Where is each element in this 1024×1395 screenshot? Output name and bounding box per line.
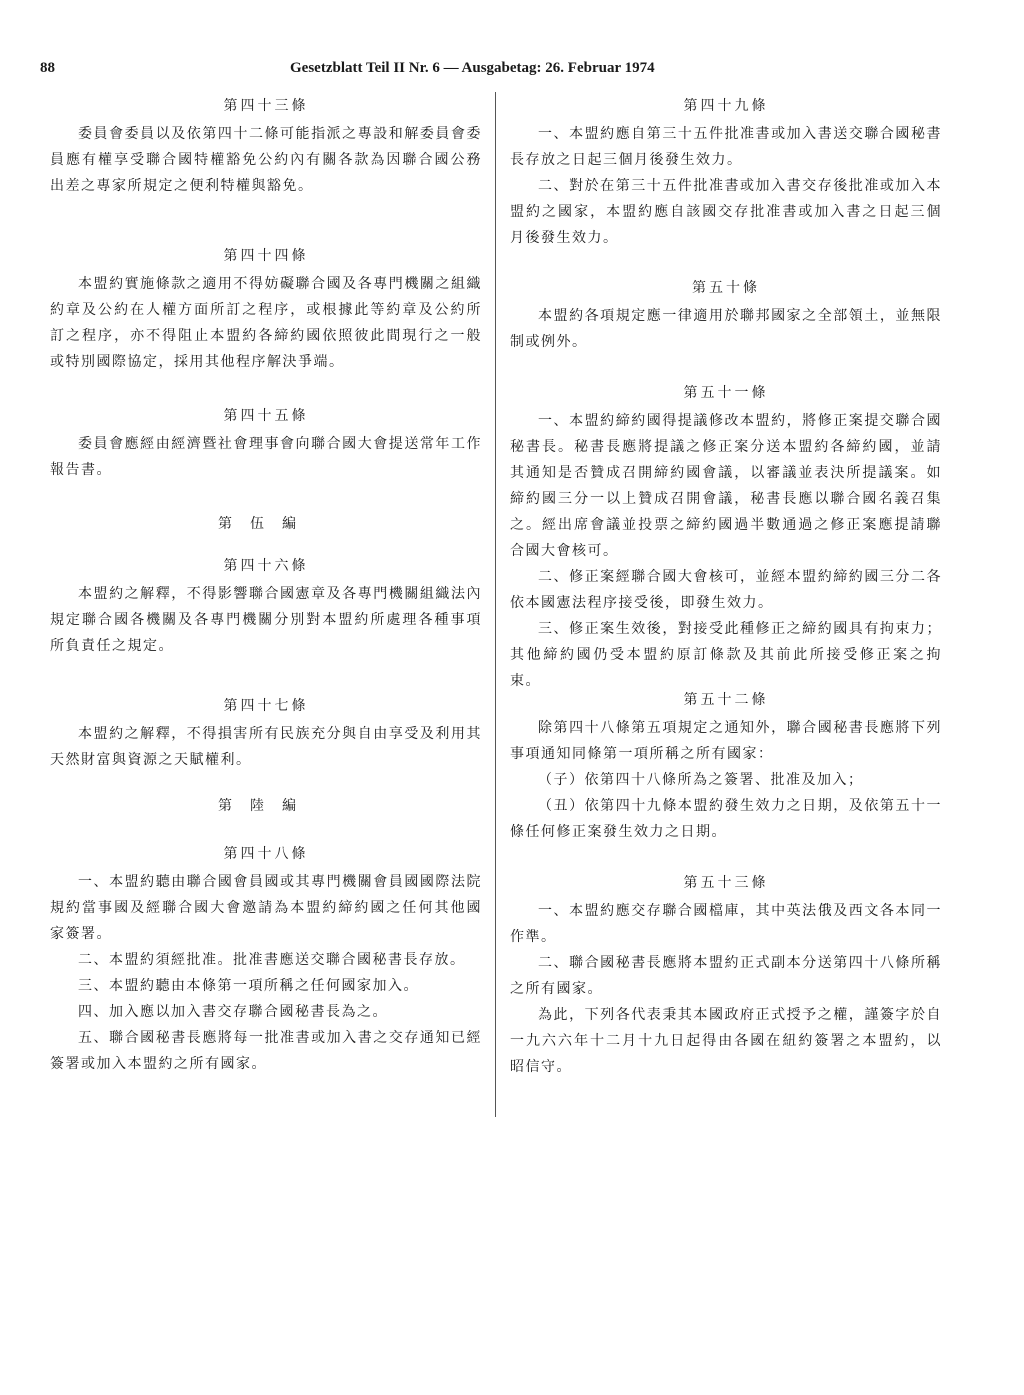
article-section	[510, 689, 942, 872]
article-heading: 第四十八條	[223, 846, 309, 862]
part-heading-block	[50, 513, 482, 555]
article-paragraph: （丑）依第四十九條本盟約發生效力之日期，及依第五十一條任何修正案發生效力之日期。	[510, 798, 942, 840]
article-paragraph: 委員會應經由經濟暨社會理事會向聯合國大會提送常年工作報告書。	[50, 436, 482, 478]
page-number: 88	[40, 60, 55, 76]
running-head: Gesetzblatt Teil II Nr. 6 — Ausgabetag: 26. Februar 1974	[290, 60, 655, 76]
article-paragraph: 四、加入應以加入書交存聯合國秘書長為之。	[78, 1004, 388, 1020]
article-heading: 第四十五條	[223, 408, 309, 424]
article-paragraph: 二、聯合國秘書長應將本盟約正式副本分送第四十八條所稱之所有國家。	[510, 955, 942, 997]
article-paragraph: 除第四十八條第五項規定之通知外，聯合國秘書長應將下列事項通知同條第一項所稱之所有國家：	[510, 720, 942, 762]
article-paragraph: 本盟約之解釋，不得影響聯合國憲章及各專門機關組織法內規定聯合國各機關及各專門機關分別對本盟約所處理各種事項所負責任之規定。	[50, 586, 482, 654]
article-section	[50, 245, 482, 405]
article-paragraph: 本盟約之解釋，不得損害所有民族充分與自由享受及利用其天然財富與資源之天賦權利。	[50, 726, 482, 768]
article-section	[50, 843, 482, 1077]
article-paragraph: 二、對於在第三十五件批准書或加入書交存後批准或加入本盟約之國家，本盟約應自該國交存批准書或加入書之日起三個月後發生效力。	[510, 178, 942, 246]
article-paragraph: 一、本盟約應自第三十五件批准書或加入書送交聯合國秘書長存放之日起三個月後發生效力。	[510, 126, 942, 168]
article-paragraph: 二、本盟約須經批准。批准書應送交聯合國秘書長存放。	[78, 952, 466, 968]
article-section	[510, 277, 942, 382]
page-header	[40, 60, 960, 84]
article-heading: 第五十二條	[683, 692, 769, 708]
article-paragraph: 本盟約實施條款之適用不得妨礙聯合國及各專門機關之組織約章及公約在人權方面所訂之程序，或根據此等約章及公約所訂之程序，亦不得阻止本盟約各締約國依照彼此間現行之一般或特別國際協定，採用其他程序解決爭端。	[50, 276, 482, 370]
article-paragraph: 本盟約各項規定應一律適用於聯邦國家之全部領土，並無限制或例外。	[510, 308, 942, 350]
article-heading: 第四十六條	[223, 558, 309, 574]
article-paragraph: 五、聯合國秘書長應將每一批准書或加入書之交存通知已經簽署或加入本盟約之所有國家。	[50, 1030, 482, 1072]
article-paragraph: 一、本盟約締約國得提議修改本盟約，將修正案提交聯合國秘書長。秘書長應將提議之修正案分送本盟約各締約國，並請其通知是否贊成召開締約國會議，以審議並表決所提議案。如締約國三分一以上贊成召開會議，秘書長應以聯合國名義召集之。經出席會議並投票之締約國過半數通過之修正案應提請聯合國大會核可。	[510, 413, 942, 559]
part-heading: 第陸編	[218, 798, 314, 814]
article-paragraph: 三、本盟約聽由本條第一項所稱之任何國家加入。	[78, 978, 419, 994]
article-heading: 第四十三條	[223, 98, 309, 114]
article-section	[50, 405, 482, 513]
article-paragraph: 三、修正案生效後，對接受此種修正之締約國具有拘束力；其他締約國仍受本盟約原訂條款及其前此所接受修正案之拘束。	[510, 621, 942, 689]
article-paragraph: （子）依第四十八條所為之簽署、批准及加入；	[538, 772, 864, 788]
article-heading: 第四十七條	[223, 698, 309, 714]
article-section	[50, 95, 482, 245]
article-heading: 第四十四條	[223, 248, 309, 264]
left-column	[50, 95, 482, 1077]
article-paragraph: 一、本盟約聽由聯合國會員國或其專門機關會員國國際法院規約當事國及經聯合國大會邀請為本盟約締約國之任何其他國家簽署。	[50, 874, 482, 942]
article-section	[510, 382, 942, 689]
article-paragraph: 二、修正案經聯合國大會核可，並經本盟約締約國三分二各依本國憲法程序接受後，即發生效力。	[510, 569, 942, 611]
article-paragraph: 一、本盟約應交存聯合國檔庫，其中英法俄及西文各本同一作準。	[510, 903, 942, 945]
article-section	[50, 695, 482, 795]
article-heading: 第五十條	[692, 280, 760, 296]
article-paragraph: 為此，下列各代表秉其本國政府正式授予之權，謹簽字於自一九六六年十二月十九日起得由各國在紐約簽署之本盟約，以昭信守。	[510, 1007, 942, 1075]
article-heading: 第五十一條	[683, 385, 769, 401]
right-column	[510, 95, 942, 1080]
article-paragraph: 委員會委員以及依第四十二條可能指派之專設和解委員會委員應有權享受聯合國特權豁免公約內有關各款為因聯合國公務出差之專家所規定之便利特權與豁免。	[50, 126, 482, 194]
article-heading: 第四十九條	[683, 98, 769, 114]
article-section	[510, 95, 942, 277]
part-heading: 第伍編	[218, 516, 314, 532]
article-section	[50, 555, 482, 695]
part-heading-block	[50, 795, 482, 843]
article-heading: 第五十三條	[683, 875, 769, 891]
column-divider	[495, 92, 496, 1117]
article-section	[510, 872, 942, 1080]
